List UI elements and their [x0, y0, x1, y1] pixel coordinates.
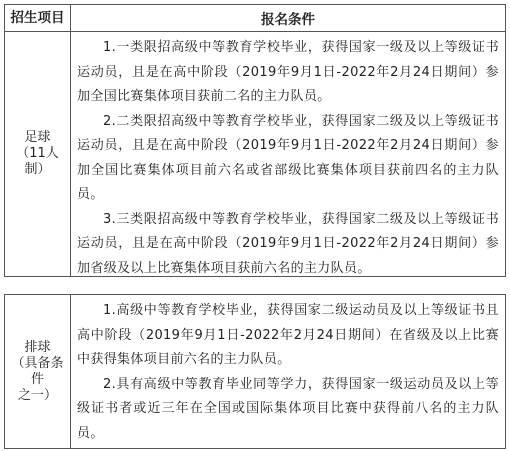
header-requirements: 报名条件 — [261, 12, 315, 28]
sport-name-line: 件 — [30, 371, 44, 387]
volleyball-requirements-table — [4, 294, 506, 449]
football-requirements-table — [4, 4, 506, 277]
condition-paragraph: 1.高级中等教育学校毕业，获得国家二级运动员及以上等级证书且高中阶段（2019年9月1日-2022年2月24日期间）在省级及以上比赛中获得集体项目前六名的主力队员。 — [77, 303, 499, 367]
table-header-row — [5, 5, 505, 31]
sport-name-line: 制） — [24, 162, 51, 177]
football-conditions-cell — [71, 32, 505, 276]
sport-name-line: 足球 — [24, 130, 51, 145]
volleyball-sport-cell — [5, 295, 71, 448]
sport-name-line: （具备条 — [11, 355, 64, 371]
football-sport-cell — [5, 32, 71, 276]
sport-name-line: 排球 — [24, 339, 51, 355]
sport-name-line: 之一） — [17, 387, 57, 403]
sport-name-line: （11人 — [16, 146, 59, 161]
condition-paragraph: 2.二类限招高级中等教育学校毕业，获得国家二级及以上等级证书运动员，且是在高中阶段（2019年9月1日-2022年2月24日期间）参加全国比赛集体项目前六名或省部级比赛集体项目获前四名的主力队员。 — [77, 113, 499, 202]
condition-paragraph: 1.一类限招高级中等教育学校毕业，获得国家一级及以上等级证书运动员，且是在高中阶段（2019年9月1日-2022年2月24日期间）参加全国比赛集体项目获前二名的主力队员。 — [77, 40, 499, 104]
condition-paragraph: 3.三类限招高级中等教育学校毕业，获得国家二级及以上等级证书运动员，且是在高中阶段（2019年9月1日-2022年2月24日期间）参加省级及以上比赛集体项目获前六名的主力队员。 — [77, 211, 499, 276]
condition-paragraph: 2.具有高级中等教育毕业同等学力，获得国家一级运动员及以上等级证书者或近三年在全国或国际集体项目比赛中获得前八名的主力队员。 — [77, 376, 499, 441]
header-recruit-item: 招生项目 — [5, 5, 71, 31]
volleyball-row — [5, 295, 505, 448]
football-row — [5, 31, 505, 276]
volleyball-conditions-cell — [71, 295, 505, 448]
